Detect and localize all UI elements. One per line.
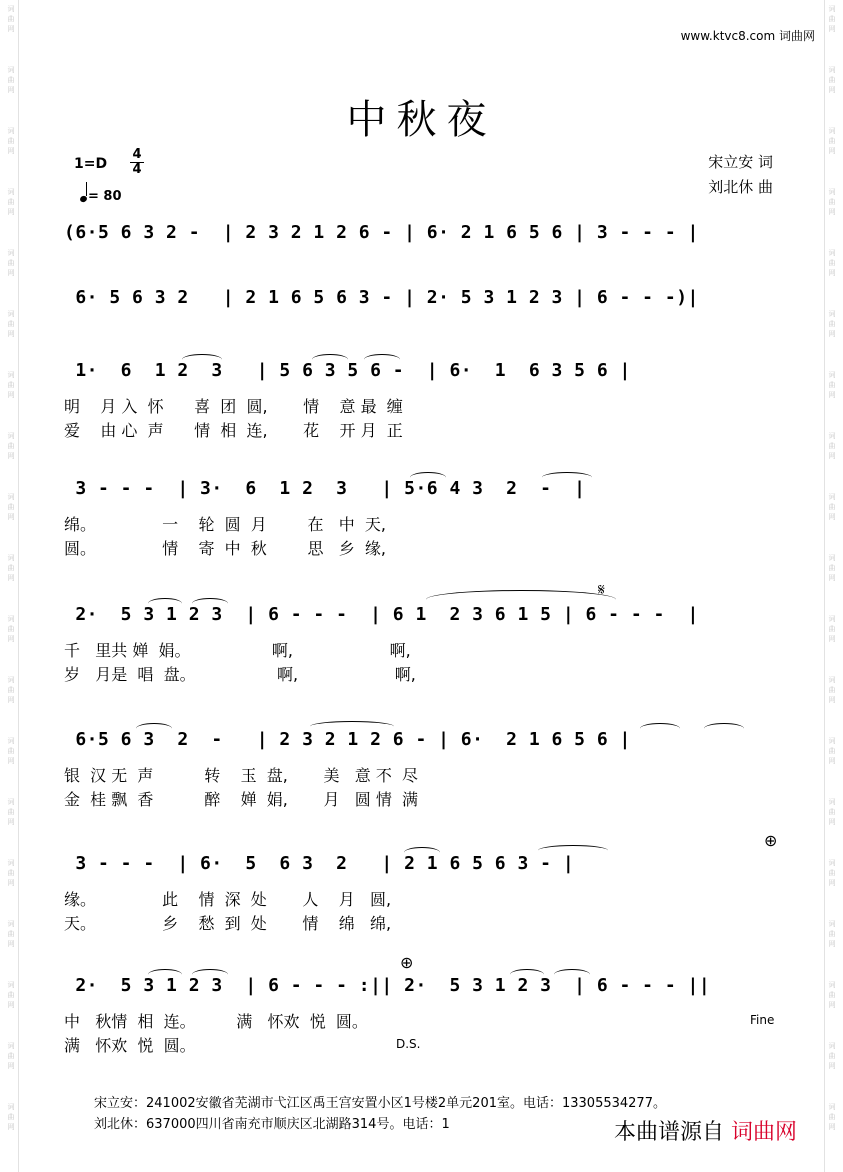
time-sig-bottom: 4 <box>132 162 142 177</box>
score-line-6 <box>64 729 784 819</box>
watermark-text: 词 曲 网 <box>7 676 15 704</box>
notes-line-6: 6·5 6 3 2 - | 2 3 2 1 2 6 - | 6· 2 1 6 5 6 | <box>64 729 631 750</box>
credits <box>708 150 773 200</box>
watermark-text: 词 曲 网 <box>828 615 836 643</box>
notes-line-8: 2· 5 3 1 2 3 | 6 - - - :|| 2· 5 3 1 2 3 | 6 - - - || <box>64 975 711 996</box>
lyrics-line-3-verse-1: 明 月 入 怀 喜 团 圆, 情 意 最 缠 <box>64 397 403 416</box>
coda-mark: ⊕ <box>400 953 414 972</box>
coda-mark: ⊕ <box>764 831 778 850</box>
quarter-note-icon <box>79 195 88 203</box>
watermark-text: 词 曲 网 <box>7 981 15 1009</box>
segno-mark: 𝄋 <box>598 580 605 599</box>
contact-footer <box>94 1093 666 1135</box>
right-watermark-strip <box>824 0 839 1172</box>
score-line-3 <box>64 360 784 450</box>
time-sig-top: 4 <box>130 148 144 163</box>
lyrics-line-7-verse-1: 缘。 此 情 深 处 人 月 圆, <box>64 890 392 909</box>
watermark-text: 词 曲 网 <box>7 310 15 338</box>
watermark-text: 词 曲 网 <box>828 676 836 704</box>
composer-contact: 刘北休：637000四川省南充市顺庆区北湖路314号。电话：1 <box>94 1117 450 1132</box>
lyrics-line-8-verse-2: 满 怀欢 悦 圆。 <box>64 1036 196 1055</box>
score-line-4 <box>64 478 784 568</box>
slur <box>640 723 680 734</box>
watermark-text: 词 曲 网 <box>828 737 836 765</box>
watermark-text: 词 曲 网 <box>7 859 15 887</box>
tempo-marking <box>80 186 122 204</box>
source-notice <box>614 1115 797 1146</box>
key-signature: 1=D <box>74 156 108 172</box>
watermark-text: 词 曲 网 <box>828 432 836 460</box>
left-watermark-strip <box>4 0 19 1172</box>
fine-mark: Fine <box>750 1013 775 1027</box>
score-line-8 <box>64 953 784 1065</box>
lyricist-contact: 宋立安：241002安徽省芜湖市弋江区禹王宫安置小区1号楼2单元201室。电话：13305534277。 <box>94 1096 666 1111</box>
lyrics-line-8-verse-1: 中 秋情 相 连。 满 怀欢 悦 圆。 <box>64 1012 368 1031</box>
lyrics-line-4-verse-2: 圆。 情 寄 中 秋 思 乡 缘, <box>64 539 387 558</box>
tempo-value: = 80 <box>88 189 122 204</box>
watermark-text: 词 曲 网 <box>7 127 15 155</box>
site-url[interactable]: www.ktvc8.com 词曲网 <box>680 29 815 43</box>
lyrics-line-6-verse-1: 银 汉 无 声 转 玉 盘, 美 意 不 尽 <box>64 766 419 785</box>
lyrics-line-5-verse-1: 千 里共 婵 娟。 啊, 啊, <box>64 641 411 660</box>
composer: 刘北休 曲 <box>708 178 773 196</box>
watermark-text: 词 曲 网 <box>7 5 15 33</box>
lyrics-line-5-verse-2: 岁 月是 唱 盘。 啊, 啊, <box>64 665 416 684</box>
watermark-text: 词 曲 网 <box>828 920 836 948</box>
score-line-1 <box>64 222 784 262</box>
time-signature <box>130 148 144 177</box>
source-prefix: 本曲谱源自 <box>613 1120 724 1145</box>
watermark-text: 词 曲 网 <box>828 981 836 1009</box>
score-line-5 <box>64 580 784 694</box>
watermark-text: 词 曲 网 <box>7 432 15 460</box>
lyrics-line-6-verse-2: 金 桂 飘 香 醉 婵 娟, 月 圆 情 满 <box>64 790 419 809</box>
score-line-7 <box>64 831 784 943</box>
notes-line-7: 3 - - - | 6· 5 6 3 2 | 2 1 6 5 6 3 - | <box>64 853 575 874</box>
watermark-text: 词 曲 网 <box>7 554 15 582</box>
lyrics-line-4-verse-1: 绵。 一 轮 圆 月 在 中 天, <box>64 515 387 534</box>
watermark-text: 词 曲 网 <box>7 371 15 399</box>
quarter-note-stem <box>86 182 87 196</box>
watermark-text: 词 曲 网 <box>828 798 836 826</box>
watermark-text: 词 曲 网 <box>828 554 836 582</box>
notes-line-4: 3 - - - | 3· 6 1 2 3 | 5·6 4 3 2 - | <box>64 478 586 499</box>
watermark-text: 词 曲 网 <box>828 127 836 155</box>
ds-mark: D.S. <box>396 1037 421 1051</box>
watermark-text: 词 曲 网 <box>7 920 15 948</box>
watermark-text: 词 曲 网 <box>7 493 15 521</box>
notes-line-5: 2· 5 3 1 2 3 | 6 - - - | 6 1 2 3 6 1 5 | 6 - - - | <box>64 604 699 625</box>
lyrics-line-3-verse-2: 爱 由 心 声 情 相 连, 花 开 月 正 <box>64 421 403 440</box>
watermark-text: 词 曲 网 <box>7 798 15 826</box>
source-brand[interactable]: 词曲网 <box>730 1120 797 1145</box>
watermark-text: 词 曲 网 <box>828 859 836 887</box>
watermark-text: 词 曲 网 <box>828 188 836 216</box>
watermark-text: 词 曲 网 <box>828 5 836 33</box>
notes-line-1: (6·5 6 3 2 - | 2 3 2 1 2 6 - | 6· 2 1 6 5 6 | 3 - - - | <box>64 222 699 243</box>
notes-line-3: 1· 6 1 2 3 | 5 6 3 5 6 - | 6· 1 6 3 5 6 | <box>64 360 631 381</box>
lyrics-line-7-verse-2: 天。 乡 愁 到 处 情 绵 绵, <box>64 914 392 933</box>
watermark-text: 词 曲 网 <box>828 493 836 521</box>
watermark-text: 词 曲 网 <box>7 615 15 643</box>
lyricist: 宋立安 词 <box>708 153 773 171</box>
watermark-text: 词 曲 网 <box>828 1042 836 1070</box>
watermark-text: 词 曲 网 <box>828 310 836 338</box>
score-line-2 <box>64 287 784 327</box>
watermark-text: 词 曲 网 <box>7 66 15 94</box>
song-title: 中秋夜 <box>346 97 497 143</box>
watermark-text: 词 曲 网 <box>7 1103 15 1131</box>
watermark-text: 词 曲 网 <box>828 249 836 277</box>
watermark-text: 词 曲 网 <box>828 371 836 399</box>
notes-line-2: 6· 5 6 3 2 | 2 1 6 5 6 3 - | 2· 5 3 1 2 3 | 6 - - -)| <box>64 287 699 308</box>
watermark-text: 词 曲 网 <box>828 66 836 94</box>
watermark-text: 词 曲 网 <box>7 1042 15 1070</box>
watermark-text: 词 曲 网 <box>7 737 15 765</box>
watermark-text: 词 曲 网 <box>7 249 15 277</box>
watermark-text: 词 曲 网 <box>828 1103 836 1131</box>
slur <box>704 723 744 734</box>
watermark-text: 词 曲 网 <box>7 188 15 216</box>
